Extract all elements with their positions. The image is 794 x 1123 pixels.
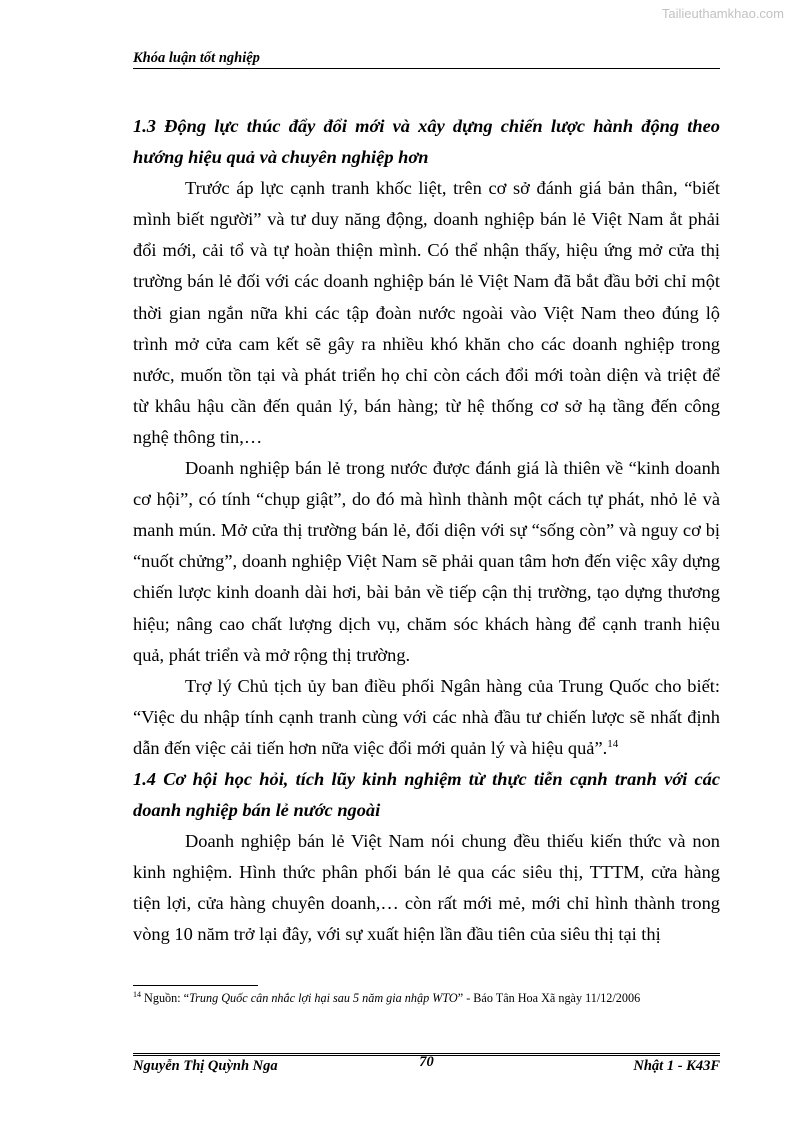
footnote-prefix: Nguồn: “ xyxy=(141,991,190,1005)
paragraph-1: Trước áp lực cạnh tranh khốc liệt, trên cơ sở đánh giá bản thân, “biết mình biết người” và tư duy năng động, doanh nghiệp bán lẻ Việt Nam ắt phải đổi mới, cải tổ và tự hoàn thiện mình. Có thể nhận thấy, hiệu ứng mở cửa thị trường bán lẻ đối với các doanh nghiệp bán lẻ Việt Nam đã bắt đầu bởi chỉ một thời gian ngắn nữa khi các tập đoàn nước ngoài vào Việt Nam theo đúng lộ trình mở cửa cam kết sẽ gây ra nhiều khó khăn cho các doanh nghiệp trong nước, muốn tồn tại và phát triển họ chỉ còn cách đổi mới toàn diện và triệt để từ khâu hậu cần đến quản lý, bán hàng; từ hệ thống cơ sở hạ tầng đến công nghệ thông tin,… xyxy=(133,178,720,447)
header-rule xyxy=(133,68,720,69)
footnote-suffix: ” - Báo Tân Hoa Xã ngày 11/12/2006 xyxy=(457,991,641,1005)
paragraph-3-text: Trợ lý Chủ tịch ủy ban điều phối Ngân hàng của Trung Quốc cho biết: “Việc du nhập tính cạnh tranh cùng với các nhà đầu tư chiến lược sẽ nhất định dẫn đến việc cải tiến hơn nữa việc đổi mới quản lý và hiệu quả”. xyxy=(133,675,720,758)
section-1-3-heading: 1.3 Động lực thúc đẩy đổi mới và xây dựng chiến lược hành động theo hướng hiệu quả và chuyên nghiệp hơn xyxy=(133,116,720,168)
page-number: 70 xyxy=(419,1054,434,1070)
footnote-source-title: Trung Quốc cân nhắc lợi hại sau 5 năm gia nhập WTO xyxy=(189,991,458,1005)
footer-author: Nguyễn Thị Quỳnh Nga xyxy=(133,1058,278,1074)
footnote-reference[interactable]: 14 xyxy=(607,737,619,750)
paragraph-3 xyxy=(133,671,720,764)
footnote-number: 14 xyxy=(133,989,141,999)
footnote-rule xyxy=(133,985,258,986)
paragraph-2: Doanh nghiệp bán lẻ trong nước được đánh giá là thiên về “kinh doanh cơ hội”, có tính “chụp giật”, do đó mà hình thành một cách tự phát, nhỏ lẻ và manh mún. Mở cửa thị trường bán lẻ, đối diện với sự “sống còn” và nguy cơ bị “nuốt chửng”, doanh nghiệp Việt Nam sẽ phải quan tâm hơn đến việc xây dựng chiến lược kinh doanh dài hơi, bài bản về tiếp cận thị trường, tạo dựng thương hiệu; nâng cao chất lượng dịch vụ, chăm sóc khách hàng để cạnh tranh hiệu quả, phát triển và mở rộng thị trường. xyxy=(133,458,720,665)
page-body xyxy=(133,111,720,951)
watermark: Tailieuthamkhao.com xyxy=(661,6,784,21)
running-header-title: Khóa luận tốt nghiệp xyxy=(133,50,260,66)
paragraph-4: Doanh nghiệp bán lẻ Việt Nam nói chung đều thiếu kiến thức và non kinh nghiệm. Hình thức phân phối bán lẻ qua các siêu thị, TTTM, cửa hàng tiện lợi, cửa hàng chuyên doanh,… còn rất mới mẻ, mới chỉ hình thành trong vòng 10 năm trở lại đây, với sự xuất hiện lần đầu tiên của siêu thị tại thị xyxy=(133,831,720,945)
footer-class-code: Nhật 1 - K43F xyxy=(633,1058,720,1074)
footnote xyxy=(133,990,733,1006)
page-footer xyxy=(133,1054,720,1078)
section-1-4-heading: 1.4 Cơ hội học hỏi, tích lũy kinh nghiệm từ thực tiễn cạnh tranh với các doanh nghiệp bán lẻ nước ngoài xyxy=(133,768,720,821)
